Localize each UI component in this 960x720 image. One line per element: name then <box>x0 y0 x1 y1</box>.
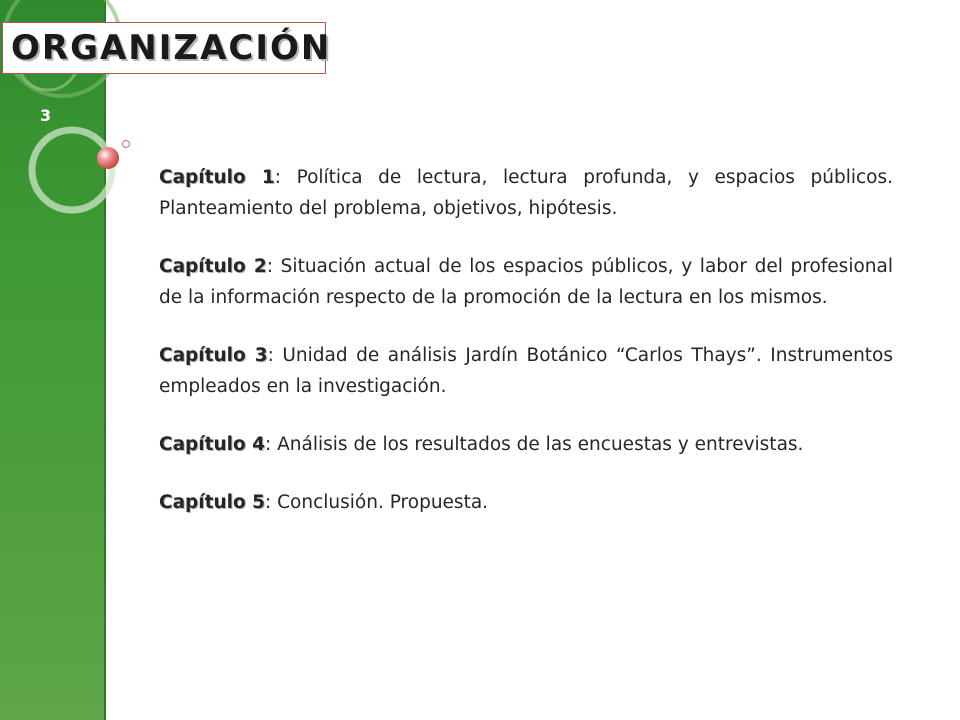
red-ball-icon <box>97 147 119 169</box>
chapter-item-2 <box>159 251 893 313</box>
chapter-list <box>159 162 893 545</box>
chapter-label: Capítulo 3 <box>159 345 268 366</box>
chapter-item-3 <box>159 340 893 402</box>
chapter-item-5 <box>159 487 893 518</box>
chapter-description: : Conclusión. Propuesta. <box>265 492 489 513</box>
large-ring-icon <box>32 130 112 210</box>
chapter-description: : Análisis de los resultados de las encuestas y entrevistas. <box>265 434 804 455</box>
chapter-label: Capítulo 4 <box>159 434 266 455</box>
tiny-circle-icon <box>123 141 130 148</box>
chapter-label: Capítulo 1 <box>159 167 275 188</box>
chapter-description: : Unidad de análisis Jardín Botánico “Carlos Thays”. Instrumentos empleados en la investigación. <box>159 345 894 397</box>
chapter-label: Capítulo 2 <box>159 256 267 277</box>
slide-number: 3 <box>40 106 52 125</box>
chapter-item-4 <box>159 429 893 460</box>
chapter-label: Capítulo 5 <box>159 492 266 513</box>
page-title: ORGANIZACIÓN <box>11 28 332 68</box>
chapter-description: : Política de lectura, lectura profunda, y espacios públicos. Planteamiento del problema, objetivos, hipótesis. <box>159 167 893 219</box>
title-box <box>2 22 332 74</box>
chapter-item-1 <box>159 162 893 224</box>
chapter-description: : Situación actual de los espacios públicos, y labor del profesional de la información respecto de la promoción de la lectura en los mismos. <box>159 256 893 308</box>
